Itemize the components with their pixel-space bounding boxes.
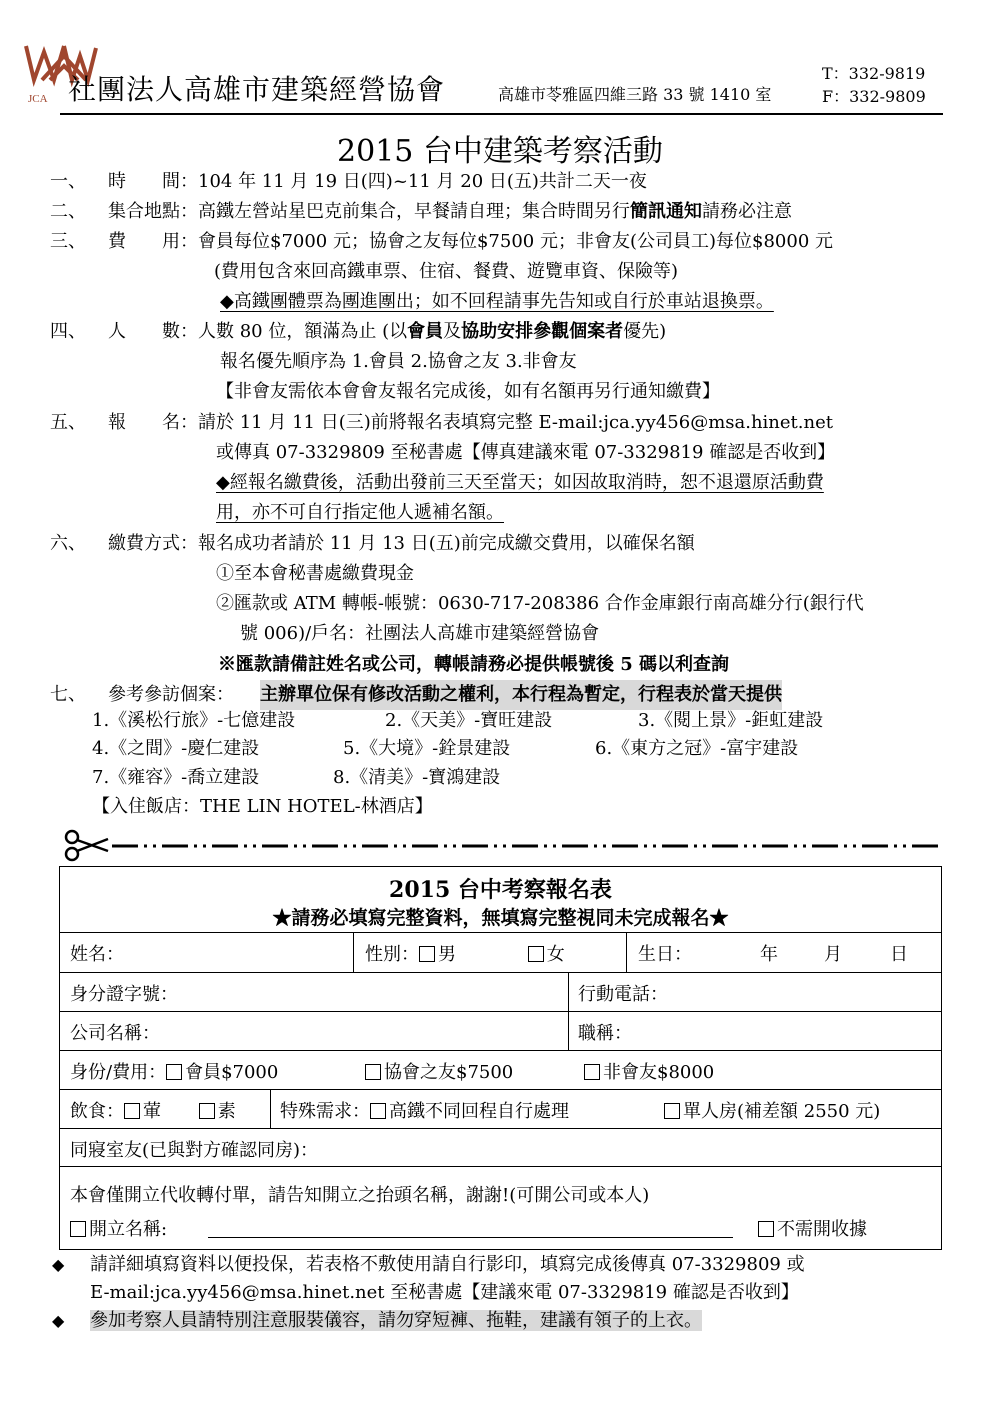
section-number: 二、 — [50, 201, 86, 222]
section-number: 三、 — [50, 231, 86, 252]
section-label: 繳費方式： — [108, 533, 198, 554]
section-text: 號 006)/戶名：社團法人高雄市建築經營協會 — [240, 623, 600, 644]
section-text: ①至本會秘書處繳費現金 — [216, 563, 414, 584]
header-rule — [60, 113, 943, 115]
section-text: 報名優先順序為 1.會員 2.協會之友 3.非會友 — [220, 351, 577, 372]
non-member-fee-label: 非會友$8000 — [603, 1062, 715, 1083]
id-number-label: 身分證字號： — [70, 984, 178, 1005]
roommate-label: 同寢室友(已與對方確認同房)： — [70, 1140, 319, 1161]
section-notice: ◆經報名繳費後，活動出發前三天至當天；如因故取消時，恕不退還原活動費 — [216, 472, 824, 493]
member-fee-label: 會員$7000 — [185, 1062, 279, 1083]
fax: F：332-9809 — [822, 87, 926, 106]
hsr-return-checkbox[interactable] — [370, 1103, 386, 1119]
note-dress-code — [90, 1306, 702, 1336]
receipt-note: 本會僅開立代收轉付單，請告知開立之抬頭名稱，謝謝!(可開公司或本人) — [70, 1185, 650, 1206]
section-notice: 用，亦不可自行指定他人遞補名額。 — [216, 502, 504, 523]
contact-numbers — [822, 62, 926, 108]
day-label: 日 — [890, 944, 908, 965]
section-text: 報名成功者請於 11 月 13 日(五)前完成繳交費用，以確保名額 — [198, 533, 695, 554]
section-text: 人數 80 位，額滿為止 (以會員及協助安排參觀個案者優先) — [198, 321, 667, 342]
case-item: 5.《大境》-銓景建設 — [343, 738, 511, 759]
section-number: 六、 — [50, 533, 86, 554]
telephone: T：332-9819 — [822, 64, 926, 83]
diamond-bullet-icon: ◆ — [52, 1255, 65, 1274]
case-item: 1.《溪松行旅》-七億建設 — [92, 710, 296, 731]
single-room-label: 單人房(補差額 2550 元) — [683, 1101, 881, 1122]
special-request-label: 特殊需求： — [280, 1101, 370, 1122]
section-label: 費 用： — [108, 231, 198, 252]
page-title: 2015 台中建築考察活動 — [337, 134, 663, 169]
single-room-checkbox[interactable] — [664, 1103, 680, 1119]
non-member-fee-field — [584, 1058, 714, 1084]
section-label: 參考參訪個案： — [108, 684, 234, 705]
section-text: 104 年 11 月 19 日(四)~11 月 20 日(五)共計二天一夜 — [198, 171, 647, 192]
note-text: 參加考察人員請特別注意服裝儀容，請勿穿短褲、拖鞋，建議有領子的上衣。 — [90, 1310, 702, 1331]
diamond-bullet-icon: ◆ — [52, 1311, 65, 1330]
case-item: 6.《東方之冠》-富宇建設 — [595, 738, 799, 759]
receipt-name-label: 開立名稱: — [89, 1219, 168, 1240]
section-label: 時 間： — [108, 171, 198, 192]
meat-label: 葷 — [143, 1101, 161, 1122]
hsr-return-label: 高鐵不同回程自行處理 — [389, 1101, 569, 1122]
case-item: 4.《之間》-慶仁建設 — [92, 738, 260, 759]
case-item: 2.《天美》-寶旺建設 — [385, 710, 553, 731]
organization-address: 高雄市苓雅區四維三路 33 號 1410 室 — [498, 85, 772, 104]
case-item: 8.《清美》-寶鴻建設 — [333, 767, 501, 788]
male-checkbox[interactable] — [419, 946, 435, 962]
diet-label: 飲食： — [70, 1101, 124, 1122]
friend-fee-field — [365, 1058, 513, 1084]
section-text: 【非會友需依本會會友報名完成後，如有名額再另行通知繳費】 — [216, 381, 720, 402]
section-text: (費用包含來回高鐵車票、住宿、餐費、遊覽車資、保險等) — [214, 261, 679, 282]
section-text: 請於 11 月 11 日(三)前將報名表填寫完整 E-mail:jca.yy456@msa.hinet.net — [198, 412, 833, 433]
no-receipt-label: 不需開收據 — [777, 1219, 867, 1240]
meat-checkbox[interactable] — [124, 1103, 140, 1119]
receipt-name-checkbox[interactable] — [70, 1221, 86, 1237]
section-text: 會員每位$7000 元；協會之友每位$7500 元；非會友(公司員工)每位$8000 元 — [198, 231, 833, 252]
svg-text:JCA: JCA — [28, 93, 48, 105]
female-label: 女 — [546, 944, 565, 965]
company-label: 公司名稱： — [70, 1023, 160, 1044]
form-title: 2015 台中考察報名表 — [389, 877, 612, 903]
note-text: 請詳細填寫資料以便投保，若表格不敷使用請自行影印，填寫完成後傳真 07-3329809 或 — [90, 1254, 805, 1275]
hotel-info: 【入住飯店：THE LIN HOTEL-林酒店】 — [92, 796, 433, 817]
special-request-field — [280, 1097, 569, 1123]
name-label: 姓名： — [70, 944, 124, 965]
no-receipt-field — [758, 1215, 867, 1241]
scissors-icon — [66, 831, 108, 860]
single-room-field — [664, 1097, 880, 1123]
section-text: 或傳真 07-3329809 至秘書處【傳真建議來電 07-3329819 確認是否收到】 — [216, 442, 836, 463]
case-item: 7.《雍容》-喬立建設 — [92, 767, 260, 788]
organization-name: 社團法人高雄市建築經營協會 — [68, 73, 446, 106]
job-title-label: 職稱： — [578, 1023, 632, 1044]
section-notice: ※匯款請備註姓名或公司，轉帳請務必提供帳號後 5 碼以利查詢 — [218, 654, 730, 675]
birthday-label: 生日： — [638, 944, 692, 965]
section-label: 報 名： — [108, 412, 198, 433]
no-receipt-checkbox[interactable] — [758, 1221, 774, 1237]
year-label: 年 — [760, 944, 778, 965]
vegetarian-checkbox[interactable] — [199, 1103, 215, 1119]
registration-form — [59, 866, 942, 1250]
gender-field — [365, 940, 565, 966]
mobile-label: 行動電話： — [578, 984, 668, 1005]
section-number: 一、 — [50, 171, 86, 192]
note-text: E-mail:jca.yy456@msa.hinet.net 至秘書處【建議來電 07-3329819 確認是否收到】 — [90, 1282, 799, 1303]
section-number: 七、 — [50, 684, 86, 705]
female-checkbox[interactable] — [528, 946, 544, 962]
cut-line — [62, 827, 942, 863]
friend-fee-label: 協會之友$7500 — [384, 1062, 514, 1083]
receipt-name-field — [70, 1215, 167, 1241]
identity-label: 身份/費用： — [70, 1062, 167, 1083]
section-label: 人 數： — [108, 321, 198, 342]
diet-field — [70, 1097, 236, 1123]
friend-checkbox[interactable] — [365, 1064, 381, 1080]
section-notice: 主辦單位保有修改活動之權利，本行程為暫定，行程表於當天提供 — [260, 680, 782, 710]
male-label: 男 — [438, 944, 456, 965]
month-label: 月 — [824, 944, 842, 965]
section-text: 高鐵左營站星巴克前集合，早餐請自理；集合時間另行簡訊通知請務必注意 — [198, 201, 792, 222]
form-subtitle: ★請務必填寫完整資料，無填寫完整視同未完成報名★ — [272, 907, 729, 929]
case-item: 3.《閱上景》-鉅虹建設 — [638, 710, 824, 731]
vegetarian-label: 素 — [217, 1101, 236, 1122]
section-text: ②匯款或 ATM 轉帳-帳號：0630-717-208386 合作金庫銀行南高雄分行(銀行代 — [216, 593, 864, 614]
identity-fee-field — [70, 1058, 278, 1084]
section-number: 五、 — [50, 412, 86, 433]
non-member-checkbox[interactable] — [584, 1064, 600, 1080]
member-checkbox[interactable] — [166, 1064, 182, 1080]
section-label: 集合地點： — [108, 201, 198, 222]
gender-label: 性別： — [365, 944, 419, 965]
section-number: 四、 — [50, 321, 86, 342]
receipt-name-line[interactable] — [208, 1237, 733, 1238]
section-notice: ◆高鐵團體票為團進團出；如不回程請事先告知或自行於車站退換票。 — [220, 291, 774, 312]
